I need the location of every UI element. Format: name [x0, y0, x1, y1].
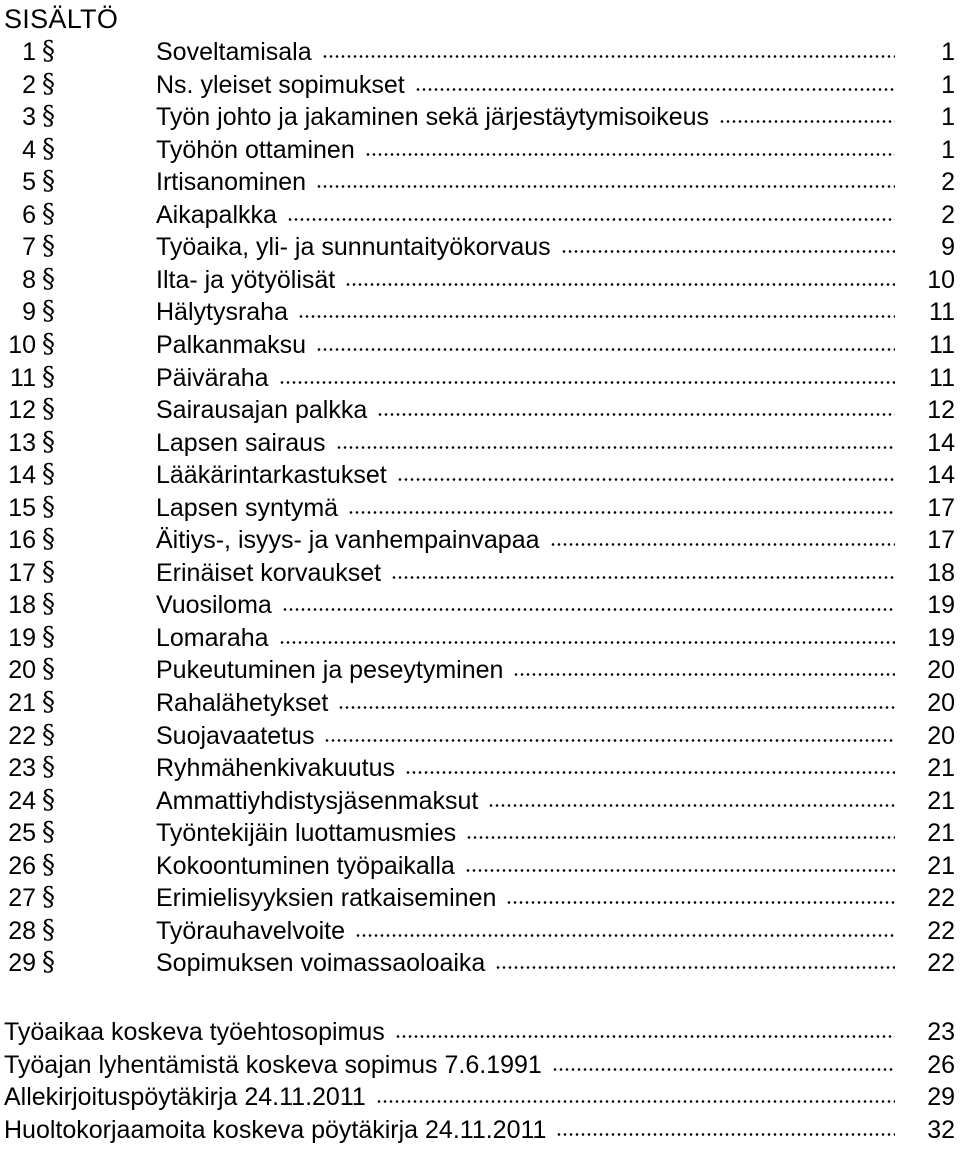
- section-number: 26: [8, 851, 36, 880]
- section-symbol: §: [42, 882, 55, 913]
- dot-leader: [550, 543, 911, 546]
- page-number: 21: [895, 785, 955, 817]
- toc-entry: [0, 394, 960, 426]
- section-title: Äitiys-, isyys- ja vanhempainvapaa: [156, 524, 546, 556]
- section-number: 8: [22, 265, 36, 294]
- dot-leader: [282, 608, 911, 611]
- dot-leader: [506, 901, 911, 904]
- dot-leader: [466, 836, 911, 839]
- section-symbol: §: [42, 296, 55, 327]
- toc-entry: [0, 947, 960, 979]
- section-title: Rahalähetykset: [156, 687, 334, 719]
- section-title: Lomaraha: [156, 622, 275, 654]
- toc-entry: [0, 785, 960, 817]
- dot-leader: [322, 55, 911, 58]
- toc-appendix-entry: [0, 1114, 960, 1146]
- section-symbol: §: [42, 459, 55, 490]
- section-symbol: §: [42, 947, 55, 978]
- appendix-title: Huoltokorjaamoita koskeva pöytäkirja 24.11.2011: [4, 1114, 552, 1146]
- section-number: 14: [8, 461, 36, 490]
- page-number: 21: [895, 817, 955, 849]
- section-number: 1: [22, 38, 36, 66]
- toc-entry: [0, 752, 960, 784]
- page-number: 12: [895, 394, 955, 426]
- toc-entry: [0, 427, 960, 459]
- page-number: 14: [895, 427, 955, 459]
- section-symbol: §: [42, 394, 55, 424]
- section-symbol: §: [42, 328, 55, 359]
- section-title: Hälytysraha: [156, 296, 294, 328]
- dot-leader: [488, 804, 911, 807]
- page-number: 22: [895, 882, 955, 914]
- toc-entry: [0, 199, 960, 231]
- dot-leader: [279, 641, 911, 644]
- section-symbol: §: [42, 198, 55, 229]
- section-number: 13: [8, 428, 36, 457]
- section-number: 23: [8, 754, 36, 783]
- toc-entry: [0, 492, 960, 524]
- toc-title: SISÄLTÖ: [4, 4, 119, 34]
- dot-leader: [415, 88, 911, 91]
- section-title: Irtisanominen: [156, 166, 312, 198]
- appendix-title: Työaikaa koskeva työehtosopimus: [4, 1016, 391, 1048]
- toc-appendix-entry: [0, 1081, 960, 1113]
- toc-entry: [0, 687, 960, 719]
- dot-leader: [405, 771, 911, 774]
- section-title: Erinäiset korvaukset: [156, 557, 387, 589]
- section-symbol: §: [42, 719, 55, 750]
- page-number: 20: [895, 720, 955, 752]
- toc-entry: [0, 264, 960, 296]
- section-number: 25: [8, 819, 36, 848]
- toc-entry: [0, 459, 960, 491]
- toc-entry: [0, 134, 960, 166]
- dot-leader: [397, 478, 911, 481]
- toc-entry: [0, 166, 960, 198]
- page-number: 23: [895, 1016, 955, 1048]
- toc-entry: [0, 69, 960, 101]
- toc-entry: [0, 557, 960, 589]
- page-number: 11: [895, 296, 955, 328]
- page-number: 14: [895, 459, 955, 491]
- dot-leader: [556, 1133, 911, 1136]
- section-number: 2: [22, 70, 36, 99]
- dot-leader: [336, 446, 911, 449]
- section-title: Kokoontuminen työpaikalla: [156, 850, 461, 882]
- dot-leader: [561, 250, 911, 253]
- appendix-title: Työajan lyhentämistä koskeva sopimus 7.6.1991: [4, 1049, 548, 1081]
- section-symbol: §: [42, 556, 55, 587]
- page-number: 10: [895, 264, 955, 296]
- section-number: 18: [8, 591, 36, 620]
- section-symbol: §: [42, 426, 55, 457]
- toc-entry: [0, 915, 960, 947]
- section-number: 9: [22, 298, 36, 327]
- section-number: 12: [8, 396, 36, 424]
- section-number: 10: [8, 330, 36, 359]
- section-symbol: §: [42, 752, 55, 783]
- page-number: 1: [895, 134, 955, 166]
- section-symbol: §: [42, 621, 55, 652]
- section-number: 22: [8, 721, 36, 750]
- section-number: 5: [22, 168, 36, 197]
- page-number: 20: [895, 654, 955, 686]
- section-title: Suojavaatetus: [156, 720, 320, 752]
- page-number: 2: [895, 199, 955, 231]
- page-number: 19: [895, 589, 955, 621]
- dot-leader: [348, 511, 911, 514]
- dot-leader: [395, 1035, 911, 1038]
- section-title: Pukeutuminen ja peseytyminen: [156, 654, 509, 686]
- section-title: Työn johto ja jakaminen sekä järjestäytymisoikeus: [156, 101, 715, 133]
- dot-leader: [316, 348, 911, 351]
- toc-entry: [0, 720, 960, 752]
- toc-entry: [0, 36, 960, 68]
- section-number: 24: [8, 786, 36, 815]
- dot-leader: [495, 966, 911, 969]
- section-number: 28: [8, 916, 36, 945]
- section-title: Vuosiloma: [156, 589, 278, 621]
- page-number: 32: [895, 1114, 955, 1146]
- page-number: 1: [895, 69, 955, 101]
- section-symbol: §: [42, 133, 55, 164]
- section-title: Aikapalkka: [156, 199, 283, 231]
- dot-leader: [365, 153, 911, 156]
- toc-appendix-entry: [0, 1016, 960, 1048]
- section-symbol: §: [42, 231, 55, 262]
- dot-leader: [279, 381, 911, 384]
- section-symbol: §: [42, 166, 55, 197]
- section-number: 29: [8, 949, 36, 978]
- toc-appendix-entry: [0, 1049, 960, 1081]
- toc-entry: [0, 362, 960, 394]
- dot-leader: [338, 706, 911, 709]
- page-number: 1: [895, 36, 955, 68]
- toc-entry: [0, 882, 960, 914]
- section-title: Sairausajan palkka: [156, 394, 373, 426]
- section-title: Työrauhavelvoite: [156, 915, 351, 947]
- section-title: Työaika, yli- ja sunnuntaityökorvaus: [156, 231, 557, 263]
- page-number: 21: [895, 752, 955, 784]
- page-number: 29: [895, 1081, 955, 1113]
- page-number: 1: [895, 101, 955, 133]
- page-number: 17: [895, 524, 955, 556]
- section-title: Erimielisyyksien ratkaiseminen: [156, 882, 502, 914]
- dot-leader: [552, 1068, 911, 1071]
- section-symbol: §: [42, 361, 55, 392]
- section-number: 27: [8, 884, 36, 913]
- toc-entry: [0, 231, 960, 263]
- toc-entry: [0, 817, 960, 849]
- page-number: 22: [895, 915, 955, 947]
- dot-leader: [316, 185, 911, 188]
- section-number: 11: [10, 363, 36, 392]
- section-number: 20: [8, 656, 36, 685]
- dot-leader: [719, 120, 911, 123]
- section-title: Työntekijäin luottamusmies: [156, 817, 462, 849]
- dot-leader: [298, 315, 911, 318]
- section-number: 16: [8, 526, 36, 555]
- toc-entry: [0, 101, 960, 133]
- page-number: 20: [895, 687, 955, 719]
- section-symbol: §: [42, 654, 55, 685]
- section-number: 17: [8, 558, 36, 587]
- section-title: Lapsen sairaus: [156, 427, 332, 459]
- page-number: 11: [895, 362, 955, 394]
- page-number: 17: [895, 492, 955, 524]
- page-number: 26: [895, 1049, 955, 1081]
- section-symbol: §: [42, 687, 55, 717]
- section-symbol: §: [42, 784, 55, 815]
- section-symbol: §: [42, 524, 55, 555]
- dot-leader: [287, 218, 911, 221]
- section-title: Ilta- ja yötyölisät: [156, 264, 341, 296]
- dot-leader: [391, 576, 911, 579]
- section-number: 3: [22, 103, 36, 132]
- section-number: 19: [8, 623, 36, 652]
- toc-entry: [0, 329, 960, 361]
- page-number: 9: [895, 231, 955, 263]
- toc-entry: [0, 296, 960, 328]
- dot-leader: [513, 673, 911, 676]
- section-title: Palkanmaksu: [156, 329, 312, 361]
- section-title: Lapsen syntymä: [156, 492, 344, 524]
- section-symbol: §: [42, 36, 55, 66]
- page-number: 22: [895, 947, 955, 979]
- section-number: 7: [22, 233, 36, 262]
- toc-entry: [0, 850, 960, 882]
- section-symbol: §: [42, 68, 55, 99]
- section-symbol: §: [42, 491, 55, 522]
- dot-leader: [377, 413, 911, 416]
- dot-leader: [324, 739, 911, 742]
- dot-leader: [465, 869, 911, 872]
- page-number: 21: [895, 850, 955, 882]
- section-number: 4: [22, 135, 36, 164]
- section-title: Sopimuksen voimassaoloaika: [156, 947, 491, 979]
- toc-entry: [0, 654, 960, 686]
- section-title: Työhön ottaminen: [156, 134, 361, 166]
- section-symbol: §: [42, 914, 55, 945]
- dot-leader: [355, 934, 911, 937]
- appendix-title: Allekirjoituspöytäkirja 24.11.2011: [4, 1081, 372, 1113]
- section-number: 15: [8, 493, 36, 522]
- page-number: 19: [895, 622, 955, 654]
- section-title: Lääkärintarkastukset: [156, 459, 393, 491]
- section-number: 6: [22, 200, 36, 229]
- section-symbol: §: [42, 101, 55, 132]
- section-title: Ammattiyhdistysjäsenmaksut: [156, 785, 484, 817]
- section-symbol: §: [42, 817, 55, 848]
- toc-entry: [0, 622, 960, 654]
- section-title: Soveltamisala: [156, 36, 318, 68]
- section-title: Ryhmähenkivakuutus: [156, 752, 401, 784]
- section-title: Päiväraha: [156, 362, 275, 394]
- page-number: 11: [895, 329, 955, 361]
- toc-entry: [0, 589, 960, 621]
- dot-leader: [345, 283, 911, 286]
- section-symbol: §: [42, 849, 55, 880]
- dot-leader: [376, 1100, 911, 1103]
- section-number: 21: [8, 689, 36, 717]
- section-title: Ns. yleiset sopimukset: [156, 69, 411, 101]
- toc-entry: [0, 524, 960, 556]
- section-symbol: §: [42, 263, 55, 294]
- page-number: 2: [895, 166, 955, 198]
- page-number: 18: [895, 557, 955, 589]
- section-symbol: §: [42, 589, 55, 620]
